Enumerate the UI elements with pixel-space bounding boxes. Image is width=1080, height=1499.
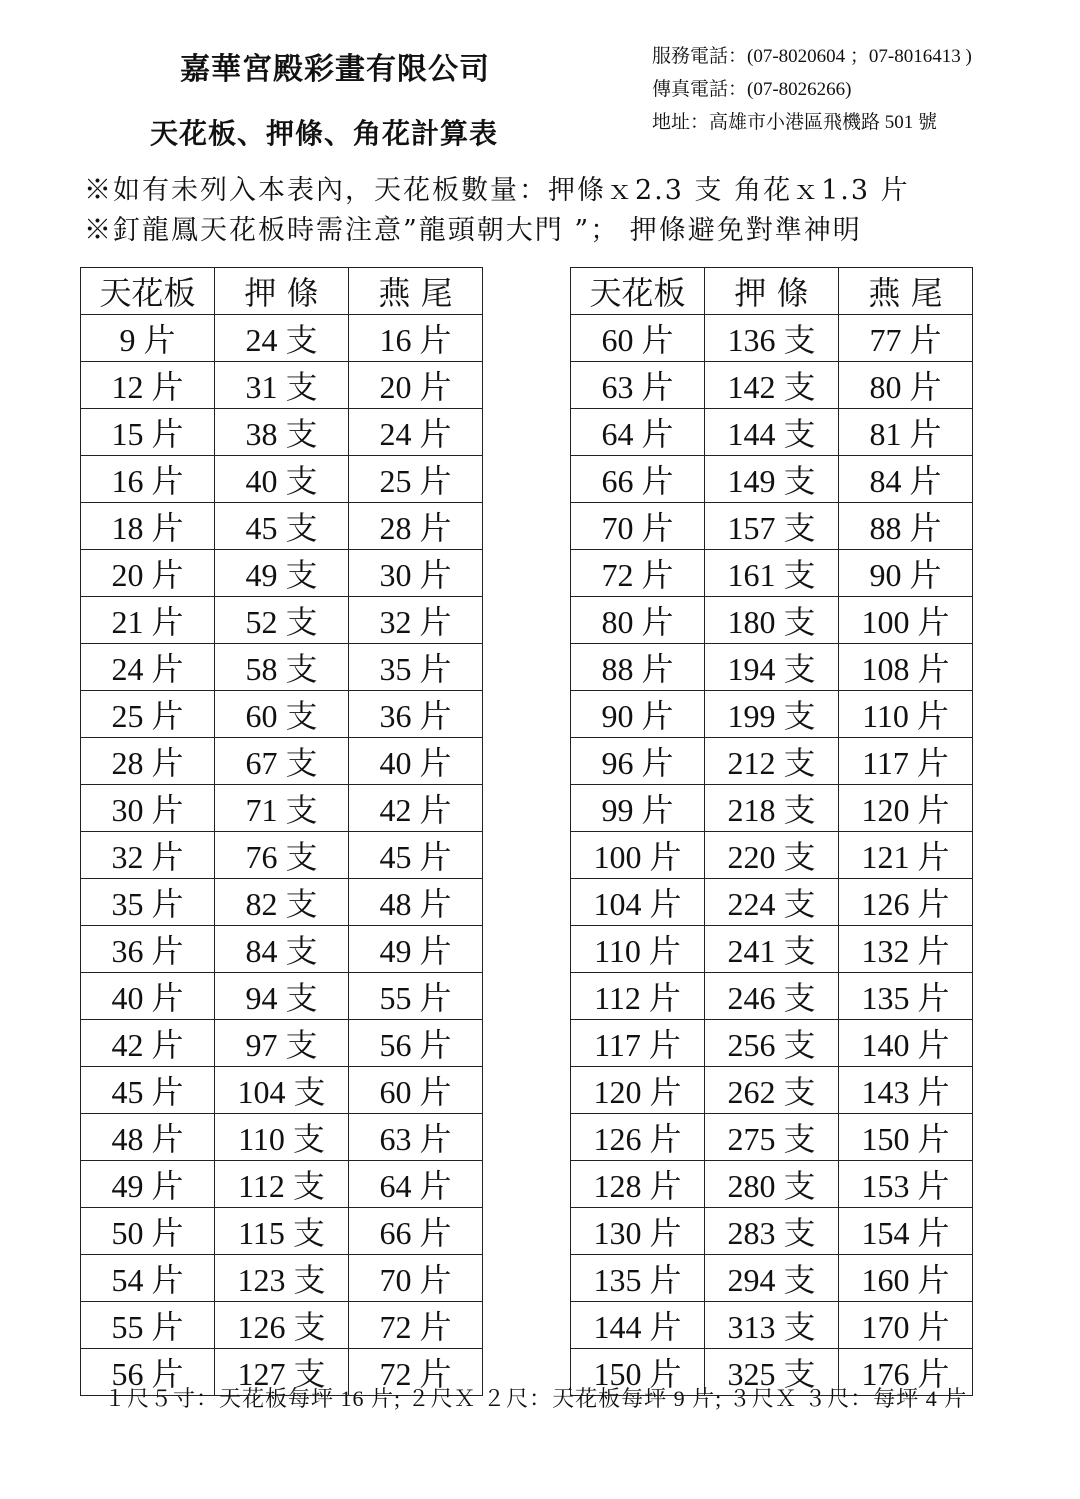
corner-count-cell: 154 片: [839, 1208, 973, 1255]
ceiling-count-cell: 110 片: [571, 926, 705, 973]
ceiling-count-cell: 90 片: [571, 691, 705, 738]
strip-count-cell: 112 支: [215, 1161, 349, 1208]
header-strip: 押 條: [705, 268, 839, 315]
strip-count-cell: 104 支: [215, 1067, 349, 1114]
strip-count-cell: 294 支: [705, 1255, 839, 1302]
ceiling-count-cell: 12 片: [81, 362, 215, 409]
corner-count-cell: 110 片: [839, 691, 973, 738]
corner-count-cell: 120 片: [839, 785, 973, 832]
corner-count-cell: 63 片: [349, 1114, 483, 1161]
ceiling-count-cell: 20 片: [81, 550, 215, 597]
table-row: [571, 738, 973, 785]
corner-count-cell: 170 片: [839, 1302, 973, 1349]
corner-count-cell: 81 片: [839, 409, 973, 456]
table-row: [571, 409, 973, 456]
table-row: [571, 456, 973, 503]
ceiling-count-cell: 117 片: [571, 1020, 705, 1067]
corner-count-cell: 121 片: [839, 832, 973, 879]
header-ceiling: 天花板: [81, 268, 215, 315]
corner-count-cell: 140 片: [839, 1020, 973, 1067]
strip-count-cell: 31 支: [215, 362, 349, 409]
strip-count-cell: 127 支: [215, 1349, 349, 1396]
table-row: [571, 503, 973, 550]
ceiling-count-cell: 96 片: [571, 738, 705, 785]
calc-table-right-body: [571, 315, 973, 1396]
calc-table-left: [80, 267, 483, 1396]
ceiling-count-cell: 63 片: [571, 362, 705, 409]
corner-count-cell: 100 片: [839, 597, 973, 644]
strip-count-cell: 58 支: [215, 644, 349, 691]
strip-count-cell: 136 支: [705, 315, 839, 362]
fax-line: 傳真電話：(07-8026266): [652, 79, 852, 100]
strip-count-cell: 82 支: [215, 879, 349, 926]
table-row: [571, 550, 973, 597]
corner-count-cell: 32 片: [349, 597, 483, 644]
corner-count-cell: 66 片: [349, 1208, 483, 1255]
ceiling-count-cell: 16 片: [81, 456, 215, 503]
strip-count-cell: 325 支: [705, 1349, 839, 1396]
strip-count-cell: 212 支: [705, 738, 839, 785]
strip-count-cell: 144 支: [705, 409, 839, 456]
ceiling-count-cell: 120 片: [571, 1067, 705, 1114]
corner-count-cell: 60 片: [349, 1067, 483, 1114]
table-row: [571, 926, 973, 973]
ceiling-count-cell: 21 片: [81, 597, 215, 644]
ceiling-count-cell: 104 片: [571, 879, 705, 926]
strip-count-cell: 52 支: [215, 597, 349, 644]
calc-table-right: [570, 267, 973, 1396]
corner-count-cell: 48 片: [349, 879, 483, 926]
ceiling-count-cell: 9 片: [81, 315, 215, 362]
table-row: [81, 362, 483, 409]
company-name: 嘉華宮殿彩畫有限公司: [180, 52, 490, 87]
corner-count-cell: 40 片: [349, 738, 483, 785]
strip-count-cell: 224 支: [705, 879, 839, 926]
corner-count-cell: 45 片: [349, 832, 483, 879]
ceiling-count-cell: 66 片: [571, 456, 705, 503]
corner-count-cell: 132 片: [839, 926, 973, 973]
strip-count-cell: 40 支: [215, 456, 349, 503]
table-row: [571, 315, 973, 362]
contact-info: [652, 40, 972, 139]
strip-count-cell: 149 支: [705, 456, 839, 503]
table-row: [81, 409, 483, 456]
table-row: [81, 1161, 483, 1208]
table-row: [81, 1067, 483, 1114]
strip-count-cell: 115 支: [215, 1208, 349, 1255]
corner-count-cell: 84 片: [839, 456, 973, 503]
corner-count-cell: 90 片: [839, 550, 973, 597]
table-row: [571, 1067, 973, 1114]
ceiling-count-cell: 144 片: [571, 1302, 705, 1349]
ceiling-count-cell: 18 片: [81, 503, 215, 550]
corner-count-cell: 16 片: [349, 315, 483, 362]
strip-count-cell: 262 支: [705, 1067, 839, 1114]
corner-count-cell: 160 片: [839, 1255, 973, 1302]
table-row: [571, 1020, 973, 1067]
footer-note: １尺５寸：天花板每坪 16 片; ２尺Ｘ ２尺：天花板每坪 9 片; ３尺Ｘ ３尺：每坪 4 片: [104, 1386, 968, 1411]
strip-count-cell: 256 支: [705, 1020, 839, 1067]
table-row: [81, 550, 483, 597]
table-row: [571, 879, 973, 926]
strip-count-cell: 157 支: [705, 503, 839, 550]
strip-count-cell: 161 支: [705, 550, 839, 597]
strip-count-cell: 126 支: [215, 1302, 349, 1349]
corner-count-cell: 77 片: [839, 315, 973, 362]
strip-count-cell: 246 支: [705, 973, 839, 1020]
corner-count-cell: 135 片: [839, 973, 973, 1020]
strip-count-cell: 110 支: [215, 1114, 349, 1161]
strip-count-cell: 49 支: [215, 550, 349, 597]
table-row: [571, 362, 973, 409]
corner-count-cell: 25 片: [349, 456, 483, 503]
table-row: [81, 1255, 483, 1302]
strip-count-cell: 94 支: [215, 973, 349, 1020]
ceiling-count-cell: 15 片: [81, 409, 215, 456]
table-row: [571, 1255, 973, 1302]
strip-count-cell: 24 支: [215, 315, 349, 362]
strip-count-cell: 38 支: [215, 409, 349, 456]
table-row: [81, 1302, 483, 1349]
corner-count-cell: 153 片: [839, 1161, 973, 1208]
ceiling-count-cell: 100 片: [571, 832, 705, 879]
ceiling-count-cell: 126 片: [571, 1114, 705, 1161]
ceiling-count-cell: 45 片: [81, 1067, 215, 1114]
strip-count-cell: 67 支: [215, 738, 349, 785]
strip-count-cell: 84 支: [215, 926, 349, 973]
corner-count-cell: 64 片: [349, 1161, 483, 1208]
corner-count-cell: 150 片: [839, 1114, 973, 1161]
strip-count-cell: 97 支: [215, 1020, 349, 1067]
ceiling-count-cell: 30 片: [81, 785, 215, 832]
corner-count-cell: 176 片: [839, 1349, 973, 1396]
table-header-row: [81, 268, 483, 315]
table-row: [571, 1114, 973, 1161]
corner-count-cell: 72 片: [349, 1302, 483, 1349]
ceiling-count-cell: 40 片: [81, 973, 215, 1020]
calc-table-left-body: [81, 315, 483, 1396]
strip-count-cell: 199 支: [705, 691, 839, 738]
corner-count-cell: 88 片: [839, 503, 973, 550]
header-strip: 押 條: [215, 268, 349, 315]
header-corner: 燕 尾: [839, 268, 973, 315]
corner-count-cell: 117 片: [839, 738, 973, 785]
strip-count-cell: 180 支: [705, 597, 839, 644]
table-row: [571, 1161, 973, 1208]
corner-count-cell: 49 片: [349, 926, 483, 973]
header-ceiling: 天花板: [571, 268, 705, 315]
table-row: [571, 832, 973, 879]
corner-count-cell: 143 片: [839, 1067, 973, 1114]
ceiling-count-cell: 36 片: [81, 926, 215, 973]
ceiling-count-cell: 99 片: [571, 785, 705, 832]
strip-count-cell: 76 支: [215, 832, 349, 879]
strip-count-cell: 275 支: [705, 1114, 839, 1161]
strip-count-cell: 241 支: [705, 926, 839, 973]
ceiling-count-cell: 72 片: [571, 550, 705, 597]
ceiling-count-cell: 60 片: [571, 315, 705, 362]
strip-count-cell: 220 支: [705, 832, 839, 879]
strip-count-cell: 123 支: [215, 1255, 349, 1302]
corner-count-cell: 126 片: [839, 879, 973, 926]
ceiling-count-cell: 50 片: [81, 1208, 215, 1255]
strip-count-cell: 313 支: [705, 1302, 839, 1349]
address-line: 地址：高雄市小港區飛機路 501 號: [652, 112, 938, 133]
table-row: [81, 926, 483, 973]
ceiling-count-cell: 25 片: [81, 691, 215, 738]
note-dragon-direction: ※釘龍鳳天花板時需注意”龍頭朝大門 ”； 押條避免對準神明: [84, 215, 862, 246]
table-row: [81, 1020, 483, 1067]
table-row: [571, 1302, 973, 1349]
corner-count-cell: 70 片: [349, 1255, 483, 1302]
table-row: [81, 315, 483, 362]
ceiling-count-cell: 64 片: [571, 409, 705, 456]
table-row: [571, 785, 973, 832]
strip-count-cell: 142 支: [705, 362, 839, 409]
table-row: [81, 785, 483, 832]
ceiling-count-cell: 70 片: [571, 503, 705, 550]
ceiling-count-cell: 130 片: [571, 1208, 705, 1255]
corner-count-cell: 36 片: [349, 691, 483, 738]
corner-count-cell: 30 片: [349, 550, 483, 597]
ceiling-count-cell: 42 片: [81, 1020, 215, 1067]
ceiling-count-cell: 112 片: [571, 973, 705, 1020]
header-corner: 燕 尾: [349, 268, 483, 315]
strip-count-cell: 60 支: [215, 691, 349, 738]
strip-count-cell: 71 支: [215, 785, 349, 832]
ceiling-count-cell: 150 片: [571, 1349, 705, 1396]
ceiling-count-cell: 80 片: [571, 597, 705, 644]
table-row: [81, 973, 483, 1020]
corner-count-cell: 35 片: [349, 644, 483, 691]
ceiling-count-cell: 55 片: [81, 1302, 215, 1349]
table-row: [571, 973, 973, 1020]
ceiling-count-cell: 24 片: [81, 644, 215, 691]
table-row: [81, 503, 483, 550]
table-row: [571, 597, 973, 644]
table-row: [571, 1208, 973, 1255]
table-row: [571, 644, 973, 691]
corner-count-cell: 55 片: [349, 973, 483, 1020]
strip-count-cell: 194 支: [705, 644, 839, 691]
table-row: [571, 691, 973, 738]
document-title: 天花板、押條、角花計算表: [150, 117, 499, 150]
ceiling-count-cell: 88 片: [571, 644, 705, 691]
table-row: [81, 1114, 483, 1161]
corner-count-cell: 20 片: [349, 362, 483, 409]
ceiling-count-cell: 28 片: [81, 738, 215, 785]
strip-count-cell: 280 支: [705, 1161, 839, 1208]
ceiling-count-cell: 54 片: [81, 1255, 215, 1302]
corner-count-cell: 72 片: [349, 1349, 483, 1396]
strip-count-cell: 218 支: [705, 785, 839, 832]
table-row: [81, 738, 483, 785]
ceiling-count-cell: 32 片: [81, 832, 215, 879]
ceiling-count-cell: 128 片: [571, 1161, 705, 1208]
ceiling-count-cell: 49 片: [81, 1161, 215, 1208]
ceiling-count-cell: 35 片: [81, 879, 215, 926]
table-row: [81, 1208, 483, 1255]
strip-count-cell: 283 支: [705, 1208, 839, 1255]
corner-count-cell: 108 片: [839, 644, 973, 691]
table-row: [81, 832, 483, 879]
corner-count-cell: 24 片: [349, 409, 483, 456]
ceiling-count-cell: 48 片: [81, 1114, 215, 1161]
corner-count-cell: 80 片: [839, 362, 973, 409]
table-row: [81, 644, 483, 691]
table-row: [81, 691, 483, 738]
table-row: [81, 879, 483, 926]
table-row: [81, 456, 483, 503]
table-header-row: [571, 268, 973, 315]
note-ratio: ※如有未列入本表內，天花板數量：押條ｘ2.3 支 角花ｘ1.3 片: [84, 175, 910, 206]
ceiling-count-cell: 135 片: [571, 1255, 705, 1302]
table-row: [81, 597, 483, 644]
corner-count-cell: 42 片: [349, 785, 483, 832]
strip-count-cell: 45 支: [215, 503, 349, 550]
corner-count-cell: 56 片: [349, 1020, 483, 1067]
corner-count-cell: 28 片: [349, 503, 483, 550]
phone-line: 服務電話：(07-8020604 ；07-8016413 ): [652, 46, 972, 67]
ceiling-count-cell: 56 片: [81, 1349, 215, 1396]
